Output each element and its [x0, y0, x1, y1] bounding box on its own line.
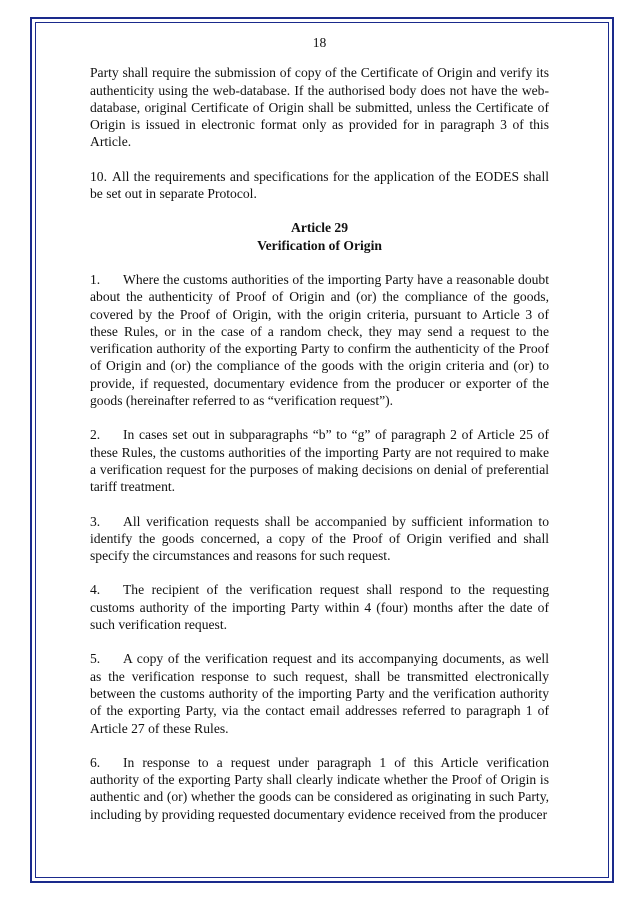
paragraph-continuation: Party shall require the submission of copy of the Certificate of Origin and verify its authenticity using the web-database. If the authorised body does not have the web-database, original Certificate of Origin shall be submitted, unless the Certificate of Origin is issued in electronic format only as provided for in paragraph 3 of this Article.	[90, 65, 549, 150]
clause-6-number: 6.	[90, 754, 101, 770]
clause-3	[90, 513, 549, 565]
clause-4	[90, 581, 549, 633]
clause-2-number: 2.	[90, 427, 101, 443]
article-number: Article 29	[291, 220, 348, 236]
clause-1-number: 1.	[90, 271, 101, 287]
clause-6	[90, 754, 549, 823]
clause-3-text: All verification requests shall be accompanied by sufficient information to identify the goods concerned, a copy of the Proof of Origin verified and shall specify the circumstances and reasons for such request.	[90, 513, 549, 564]
clause-4-number: 4.	[90, 582, 101, 598]
paragraph-10-text: All the requirements and specifications for the application of the EODES shall be set out in separate Protocol.	[90, 168, 549, 202]
article-title: Verification of Origin	[257, 237, 382, 253]
clause-1	[90, 271, 549, 409]
paragraph-10	[90, 168, 549, 203]
clause-5-text: A copy of the verification request and its accompanying documents, as well as the verification response to such request, shall be transmitted electronically between the customs authority of the importing Party and the verification authority of the exporting Party, via the contact email addresses referred to paragraph 1 of Article 27 of these Rules.	[90, 651, 549, 736]
clause-6-text: In response to a request under paragraph 1 of this Article verification authority of the exporting Party shall clearly indicate whether the Proof of Origin is authentic and (or) whether the goods can be considered as originating in such Party, including by providing requested documentary evidence received from the producer	[90, 754, 549, 822]
clause-4-text: The recipient of the verification request shall respond to the requesting customs authority of the importing Party within 4 (four) months after the date of such verification request.	[90, 582, 549, 633]
clause-5-number: 5.	[90, 651, 101, 667]
clause-3-number: 3.	[90, 513, 101, 529]
article-heading	[90, 219, 549, 254]
clause-2-text: In cases set out in subparagraphs “b” to “g” of paragraph 2 of Article 25 of these Rules, the customs authorities of the importing Party are not required to make a verification request for the purposes of making decisions on denial of preferential tariff treatment.	[90, 427, 549, 495]
clause-2	[90, 426, 549, 495]
clause-1-text: Where the customs authorities of the importing Party have a reasonable doubt about the authenticity of Proof of Origin and (or) the compliance of the goods, covered by the Proof of Origin, with the origin criteria, pursuant to Article 3 of these Rules, or in the case of a random check, they may send a request to the verification authority of the exporting Party to confirm the authenticity of the Proof of Origin and (or) the compliance of the goods with the origin criteria and (or) to provide, if requested, documentary evidence from the producer or exporter of the goods (hereinafter referred to as “verification request”).	[90, 271, 549, 409]
paragraph-10-number: 10.	[90, 168, 107, 184]
document-page	[90, 34, 549, 840]
page-number: 18	[312, 35, 327, 50]
clause-5	[90, 650, 549, 736]
